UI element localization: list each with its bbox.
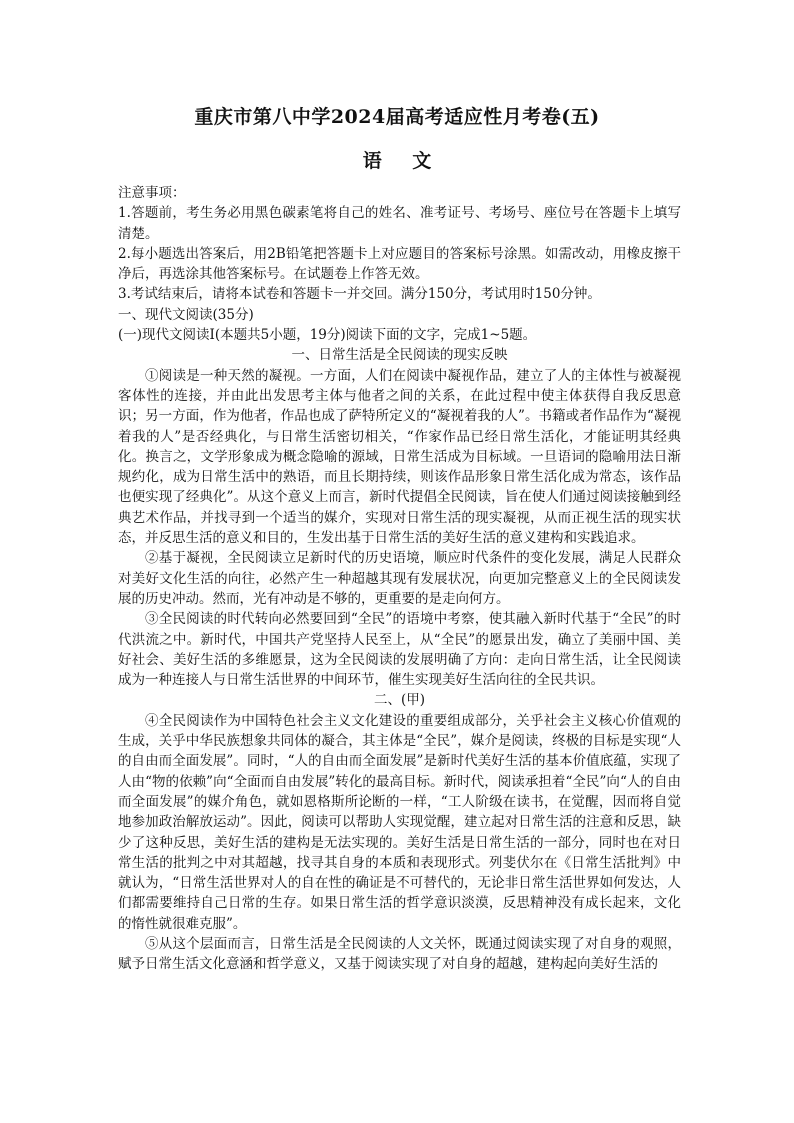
section-sub-heading: (一)现代文阅读I(本题共5小题，19分)阅读下面的文字，完成1~5题。 xyxy=(118,327,537,344)
exam-title: 重庆市第八中学2024届高考适应性月考卷(五) xyxy=(194,106,600,128)
notice-heading: 注意事项： xyxy=(118,185,186,201)
exam-body xyxy=(118,183,681,975)
article-paragraph-4: ④全民阅读作为中国特色社会主义文化建设的重要组成部分，关乎社会主义核心价值观的生成，关乎中华民族想象共同体的凝合，其主体是“全民”，媒介是阅读，终极的目标是实现“人的自由而全面发展”。同时，“人的自由而全面发展”是新时代美好生活的基本价值底蕴，实现了人由“物的依赖”向“全面而自由发展”转化的最高目标。新时代，阅读承担着“全民”向“人的自由而全面发展”的媒介角色，就如恩格斯所论断的一样，“工人阶级在读书，在觉醒，因而将自觉地参加政治解放运动”。因此，阅读可以帮助人实现觉醒，建立起对日常生活的注意和反思，缺少了这种反思，美好生活的建构是无法实现的。美好生活是日常生活的一部分，同时也在对日常生活的批判之中对其超越，找寻其自身的本质和表现形式。列斐伏尔在《日常生活批判》中就认为，“日常生活世界对人的自在性的确证是不可替代的，无论非日常生活世界如何发达，人们都需要维持自己日常的生存。如果日常生活的哲学意识淡漠，反思精神没有成长起来，文化的惰性就很难克服”。 xyxy=(118,712,681,932)
notice-item-3: 3.考试结束后，请将本试卷和答题卡一并交回。满分150分，考试用时150分钟。 xyxy=(118,286,601,303)
article-paragraph-5: ⑤从这个层面而言，日常生活是全民阅读的人文关怀，既通过阅读实现了对自身的观照，赋予日常生活文化意涵和哲学意义，又基于阅读实现了对自身的超越，建构起向美好生活的 xyxy=(118,935,681,973)
article-paragraph-3: ③全民阅读的时代转向必然要回到“全民”的语境中考察，使其融入新时代基于“全民”的时代洪流之中。新时代，中国共产党坚持人民至上，从“全民”的愿景出发，确立了美丽中国、美好社会、美好生活的多维愿景，这为全民阅读的发展明确了方向：走向日常生活，让全民阅读成为一种连接人与日常生活世界的中间环节，催生实现美好生活向往的全民共识。 xyxy=(118,611,681,689)
section-heading: 一、现代文阅读(35分) xyxy=(118,306,254,323)
article-paragraph-1: ①阅读是一种天然的凝视。一方面，人们在阅读中凝视作品，建立了人的主体性与被凝视客体性的连接，并由此出发思考主体与他者之间的关系，在此过程中使主体获得自我反思意识；另一方面，作为他者，作品也成了萨特所定义的“凝视着我的人”。书籍或者作品作为“凝视着我的人”是否经典化，与日常生活密切相关，“作家作品已经日常生活化，才能证明其经典化。换言之，文学形象成为概念隐喻的源域，日常生活成为目标域。一旦语词的隐喻用法日渐规约化，成为日常生活中的熟语，而且长期持续，则该作品形象日常生活化成为常态，该作品也便实现了经典化”。从这个意义上而言，新时代提倡全民阅读，旨在使人们通过阅读接触到经典艺术作品，并找寻到一个适当的媒介，实现对日常生活的现实凝视，从而正视生活的现实状态，并反思生活的意义和目的，生发出基于日常生活的美好生活的意义建构和实践追求。 xyxy=(118,367,681,547)
notice-item-1: 1.答题前，考生务必用黑色碳素笔将自己的姓名、准考证号、考场号、座位号在答题卡上填写清楚。 xyxy=(118,205,681,242)
article-part2-heading: 二、(甲) xyxy=(373,692,426,709)
notice-block xyxy=(118,183,681,305)
notice-item-2: 2.每小题选出答案后，用2B铅笔把答题卡上对应题目的答案标号涂黑。如需改动，用橡皮擦干净后，再选涂其他答案标号。在试题卷上作答无效。 xyxy=(118,245,681,283)
article-part1-heading: 一、日常生活是全民阅读的现实反映 xyxy=(291,347,508,364)
subject-title: 语 文 xyxy=(362,150,444,172)
article-paragraph-2: ②基于凝视，全民阅读立足新时代的历史语境，顺应时代条件的变化发展，满足人民群众对美好文化生活的向往，必然产生一种超越其现有发展状况，向更加完整意义上的全民阅读发展的历史冲动。然而，光有冲动是不够的，更重要的是走向何方。 xyxy=(118,550,681,607)
